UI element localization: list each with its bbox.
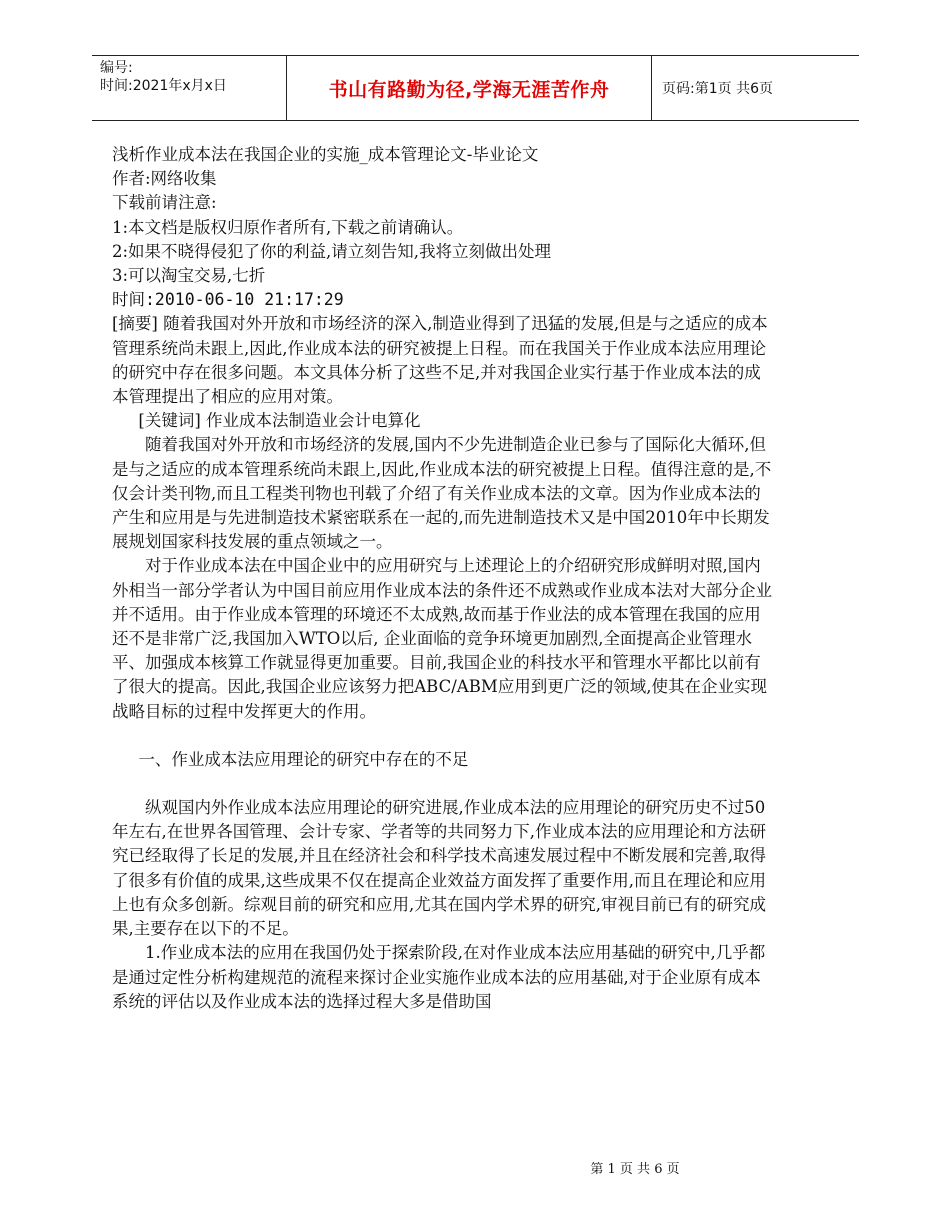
notice-item-1: 1:本文档是版权归原作者所有,下载之前请确认。 bbox=[112, 217, 464, 237]
serial-label: 编号: bbox=[100, 60, 133, 76]
notice-heading: 下载前请注意: bbox=[112, 193, 217, 213]
abstract-paragraph: [摘要] 随着我国对外开放和市场经济的深入,制造业得到了迅猛的发展,但是与之适应的成本管理系统尚未跟上,因此,作业成本法的研究被提上日程。而在我国关于作业成本法应用理论的研究中存在很多问题。本文具体分析了这些不足,并对我国企业实行基于作业成本法的成本管理提出了相应的应用对策。 bbox=[112, 314, 768, 407]
body-paragraph: 1.作业成本法的应用在我国仍处于探索阶段,在对作业成本法应用基础的研究中,几乎都是通过定性分析构建规范的流程来探讨企业实施作业成本法的应用基础,对于企业原有成本系统的评估以及作业成本法的选择过程大多是借助国 bbox=[112, 943, 766, 1011]
body-paragraph: 纵观国内外作业成本法应用理论的研究进展,作业成本法的应用理论的研究历史不过50年左右,在世界各国管理、会计专家、学者等的共同努力下,作业成本法的应用理论和方法研究已经取得了长足的发展,并且在经济社会和科学技术高速发展过程中不断发展和完善,取得了很多有价值的成果,这些成果不仅在提高企业效益方面发挥了重要作用,而且在理论和应用上也有众多创新。综观目前的研究和应用,尤其在国内学术界的研究,审视目前已有的研究成果,主要存在以下的不足。 bbox=[112, 798, 766, 939]
doc-title: 浅析作业成本法在我国企业的实施_成本管理论文-毕业论文 bbox=[112, 145, 539, 164]
notice-item-3: 3:可以淘宝交易,七折 bbox=[112, 266, 266, 286]
keywords-paragraph: [关键词] 作业成本法制造业会计电算化 bbox=[138, 411, 421, 431]
header-page-info: 页码:第1页 共6页 bbox=[662, 81, 773, 97]
page-footer: 第 1 页 共 6 页 bbox=[590, 1162, 680, 1177]
section-heading: 一、作业成本法应用理论的研究中存在的不足 bbox=[138, 749, 469, 769]
doc-author: 作者:网络收集 bbox=[112, 169, 217, 189]
notice-item-2: 2:如果不晓得侵犯了你的利益,请立刻告知,我将立刻做出处理 bbox=[112, 241, 552, 261]
body-paragraph: 随着我国对外开放和市场经济的发展,国内不少先进制造企业已参与了国际化大循环,但是与之适应的成本管理系统尚未跟上,因此,作业成本法的研究被提上日程。值得注意的是,不仅会计类刊物,而且工程类刊物也刊载了介绍了有关作业成本法的文章。因为作业成本法的产生和应用是与先进制造技术紧密联系在一起的,而先进制造技术又是中国2010年中长期发展规划国家科技发展的重点领域之一。 bbox=[112, 435, 772, 552]
doc-time: 时间:2010-06-10 21:17:29 bbox=[112, 290, 344, 310]
header-motto: 书山有路勤为径,学海无涯苦作舟 bbox=[286, 56, 652, 120]
body-paragraph: 对于作业成本法在中国企业中的应用研究与上述理论上的介绍研究形成鲜明对照,国内外相当一部分学者认为中国目前应用作业成本法的条件还不成熟或作业成本法对大部分企业并不适用。由于作业成本管理的环境还不太成熟,故而基于作业法的成本管理在我国的应用还不是非常广泛,我国加入WTO以后, 企业面临的竞争环境更加剧烈,全面提高企业管理水平、加强成本核算工作就显得更加重要。目前,我国企业的科技水平和管理水平都比以前有了很大的提高。因此,我国企业应该努力把ABC/ABM应用到更广泛的领域,使其在企业实现战略目标的过程中发挥更大的作用。 bbox=[112, 556, 772, 721]
spacer bbox=[112, 772, 772, 796]
document-body bbox=[112, 143, 772, 1014]
spacer bbox=[112, 724, 772, 748]
time-label: 时间:2021年x月x日 bbox=[100, 78, 227, 94]
header-meta bbox=[92, 56, 286, 120]
document-header bbox=[92, 55, 859, 121]
